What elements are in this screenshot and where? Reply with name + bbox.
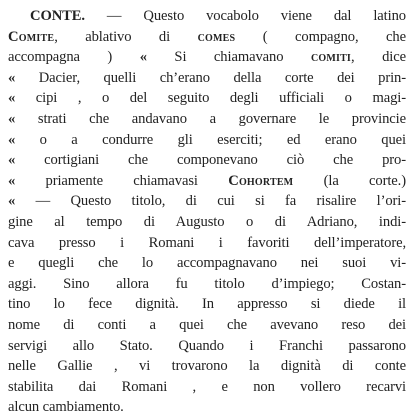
text-run: Si chiamavano <box>146 49 311 66</box>
text-run: , dice <box>351 49 406 66</box>
text-line <box>8 397 406 418</box>
latin-term: comes <box>197 28 236 45</box>
text-run: tino lo fece dignità. In appresso si diede il <box>8 296 406 313</box>
text-line <box>8 253 406 274</box>
text-run: (la corte.) <box>293 172 406 189</box>
text-run: — Questo vocabolo viene dal latino <box>84 8 406 24</box>
text-run: strati che andavano a governare le provincie <box>15 110 406 127</box>
text-run: e quegli che lo accompagnavano nei suoi vi- <box>8 255 406 272</box>
quote-mark: « <box>8 193 16 210</box>
quote-mark: « <box>8 131 16 148</box>
text-run: cortigiani che componevano ciò che pro- <box>15 152 406 169</box>
text-run: accompagna ) <box>8 49 140 66</box>
quote-mark: « <box>8 152 16 169</box>
text-line <box>8 47 406 68</box>
quote-mark: « <box>8 90 16 107</box>
text-run: nelle Gallie , vi trovarono la dignità di conte <box>8 358 406 375</box>
text-run: , ablativo di <box>54 28 198 45</box>
article-conte <box>8 6 406 418</box>
text-line <box>8 109 406 130</box>
text-run: — Questo titolo, di cui si fa risalire l’ori- <box>15 193 406 210</box>
text-line <box>8 336 406 357</box>
text-run: Dacier, quelli ch’erano della corte dei prin- <box>15 69 406 86</box>
latin-term: comiti <box>310 49 352 66</box>
text-line <box>8 171 406 192</box>
quote-mark: « <box>8 172 16 189</box>
text-line <box>8 6 406 27</box>
text-line <box>8 294 406 315</box>
entry-headword: CONTE. <box>30 8 85 24</box>
quote-mark: « <box>8 110 16 127</box>
text-run: priamente chiamavasi <box>15 172 229 189</box>
quote-mark: « <box>8 69 16 86</box>
latin-term: Cohortem <box>228 172 294 189</box>
text-line <box>8 274 406 295</box>
text-run: alcun cambiamento. <box>8 399 124 416</box>
text-line <box>8 27 406 48</box>
text-run: stabilita dai Romani , e non vollero recarvi <box>8 378 406 395</box>
text-run: nome di conti a quei che avevano reso dei <box>8 316 406 333</box>
text-line <box>8 191 406 212</box>
latin-term: Comite <box>8 28 55 45</box>
text-line <box>8 130 406 151</box>
text-line <box>8 233 406 254</box>
text-run: servigi allo Stato. Quando i Franchi passarono <box>8 337 406 354</box>
quote-mark: « <box>139 49 147 66</box>
text-run: cipi , o del seguito degli ufficiali o magi- <box>15 90 406 107</box>
text-run: ( compagno, che <box>235 28 406 45</box>
text-line <box>8 377 406 398</box>
text-run: gine al tempo di Augusto o di Adriano, indi- <box>8 213 406 230</box>
text-run: o a condurre gli eserciti; ed erano quei <box>15 131 406 148</box>
text-line <box>8 212 406 233</box>
text-line <box>8 68 406 89</box>
text-line <box>8 88 406 109</box>
text-line <box>8 315 406 336</box>
text-line <box>8 150 406 171</box>
text-run: aggi. Sino allora fu titolo d’impiego; Costan- <box>8 275 406 292</box>
text-line <box>8 356 406 377</box>
text-run: cava presso i Romani i favoriti dell’imperatore, <box>8 234 406 251</box>
